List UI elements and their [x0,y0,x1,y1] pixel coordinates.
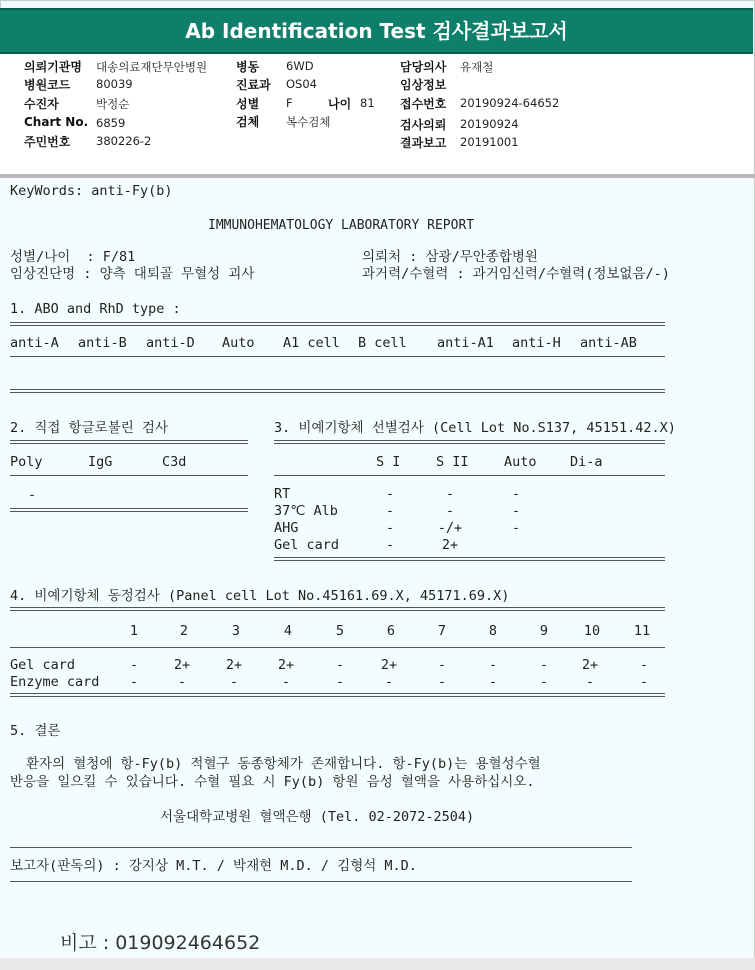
panel-enzyme-cell: - [437,674,447,690]
screen-row-label: 37℃ Alb [274,503,338,519]
specimen-label: 검체 [236,115,260,129]
abo-header-anti-a: anti-A [10,335,59,351]
double-rule [10,322,665,326]
panel-section-title: 4. 비예기항체 동정검사 (Panel cell Lot No.45161.69.X, 45171.69.X) [10,588,510,604]
panel-col-header: 5 [335,623,345,639]
dat-section-title: 2. 직접 항글로불린 검사 [10,420,169,436]
ward-value: 6WD [286,59,314,73]
code-value: 80039 [96,77,133,91]
referral-line: 의뢰처 : 삼광/무안종합병원 [362,249,538,265]
dat-header-c3d: C3d [162,454,187,470]
doctor-label: 담당의사 [400,60,447,74]
panel-gel-cell: - [335,657,345,673]
screen-cell: 2+ [441,537,459,553]
single-rule [10,847,632,848]
single-rule [10,881,632,882]
abo-header-b-cell: B cell [358,335,407,351]
panel-col-header: 11 [633,623,651,639]
result-label: 결과보고 [400,136,447,150]
screen-cell: - [385,520,395,536]
screen-cell: - [445,486,455,502]
screen-cell: - [511,503,521,519]
panel-enzyme-label: Enzyme card [10,674,100,690]
conclusion-line-1: 환자의 혈청에 항-Fy(b) 적혈구 동종항체가 존재합니다. 항-Fy(b)는 용혈성수혈 [26,756,541,772]
screen-cell: - [511,486,521,502]
panel-enzyme-cell: - [539,674,549,690]
panel-gel-cell: 2+ [173,657,191,673]
lab-title: IMMUNOHEMATOLOGY LABORATORY REPORT [208,218,475,233]
screen-cell: - [385,486,395,502]
double-rule [10,440,248,444]
screen-cell: - [445,503,455,519]
screen-header-sii: S II [436,454,469,470]
panel-col-header: 1 [129,623,139,639]
panel-enzyme-cell: - [384,674,394,690]
chart-value: 6859 [96,116,126,130]
double-rule [10,607,665,611]
result-value: 20191001 [460,135,519,149]
double-rule [10,389,665,393]
sex-label: 성별 [236,97,260,111]
panel-enzyme-cell: - [129,674,139,690]
abo-header-anti-b: anti-B [78,335,127,351]
doctor-value: 유재철 [460,60,494,74]
panel-gel-cell: - [539,657,549,673]
screen-row-label: RT [274,486,291,502]
panel-enzyme-cell: - [585,674,595,690]
single-rule [10,475,248,476]
receipt-value: 20190924-64652 [460,96,560,110]
abo-header-anti-ab: anti-AB [580,335,637,351]
dept-value: OS04 [286,77,317,91]
age-label: 나이 [328,97,352,111]
panel-gel-cell: - [488,657,498,673]
screen-header-auto: Auto [504,454,537,470]
dat-value: - [28,487,37,503]
screen-cell: - [385,503,395,519]
panel-gel-cell: 2+ [277,657,295,673]
panel-col-header: 10 [583,623,601,639]
single-rule [10,647,665,648]
panel-col-header: 3 [231,623,241,639]
blood-bank-contact: 서울대학교병원 혈액은행 (Tel. 02-2072-2504) [160,809,475,825]
panel-enzyme-cell: - [229,674,239,690]
ward-label: 병동 [236,60,260,74]
lab-report-body [0,178,753,958]
panel-col-header: 7 [437,623,447,639]
resident-value: 380226-2 [96,134,152,148]
panel-enzyme-cell: - [335,674,345,690]
screen-row-label: Gel card [274,537,340,553]
single-rule [274,475,665,476]
request-value: 20190924 [460,117,519,131]
receipt-label: 접수번호 [400,97,447,111]
dept-label: 진료과 [236,78,271,92]
double-rule [10,508,248,512]
double-rule [10,693,665,697]
dat-header-igg: IgG [88,454,113,470]
screen-section-title: 3. 비예기항체 선별검사 (Cell Lot No.S137, 45151.42.X) [274,420,676,436]
report-title: Ab Identification Test 검사결과보고서 [0,8,753,54]
remark: 비고 : 019092464652 [60,932,261,954]
chart-label: Chart No. [24,115,89,129]
panel-col-header: 9 [539,623,549,639]
resident-label: 주민번호 [24,135,71,149]
sex-age-line: 성별/나이 : F/81 [10,249,136,265]
panel-col-header: 4 [283,623,293,639]
sex-value: F [286,96,293,110]
panel-gel-cell: 2+ [380,657,398,673]
abo-section-title: 1. ABO and RhD type : [10,301,181,317]
screen-cell: -/+ [437,520,463,536]
keywords: KeyWords: anti-Fy(b) [10,183,173,199]
abo-header-anti-h: anti-H [512,335,561,351]
single-rule [10,356,665,357]
screen-row-label: AHG [274,520,299,536]
dat-header-poly: Poly [10,454,43,470]
panel-enzyme-cell: - [639,674,649,690]
specimen-value: 복수검체 [286,115,331,129]
diagnosis-line: 임상진단명 : 양측 대퇴골 무혈성 괴사 [10,266,255,282]
abo-header-anti-d: anti-D [146,335,195,351]
panel-gel-cell: - [437,657,447,673]
panel-col-header: 6 [386,623,396,639]
abo-header-a1-cell: A1 cell [283,335,340,351]
request-label: 검사의뢰 [400,118,447,132]
double-rule [274,440,665,444]
panel-gel-cell: 2+ [581,657,599,673]
screen-header-dia: Di-a [570,454,603,470]
double-rule [274,557,665,561]
panel-gel-cell: 2+ [225,657,243,673]
panel-col-header: 8 [488,623,498,639]
patient-info-panel [0,54,753,174]
collector-value: 박정순 [96,97,130,111]
clinical-label: 임상정보 [400,78,447,92]
panel-gel-cell: - [129,657,139,673]
screen-header-si: S I [376,454,401,470]
bottom-strip [0,958,755,970]
panel-col-header: 2 [179,623,189,639]
code-label: 병원코드 [24,78,71,92]
panel-gel-cell: - [639,657,649,673]
screen-cell: - [385,537,395,553]
hospital-value: 대송의료재단무안병원 [96,60,208,74]
collector-label: 수진자 [24,97,59,111]
panel-enzyme-cell: - [281,674,291,690]
screen-cell: - [511,520,521,536]
history-line: 과거력/수혈력 : 과거임신력/수혈력(정보없음/-) [362,266,670,282]
age-value: 81 [360,96,375,110]
conclusion-section-title: 5. 결론 [10,723,61,739]
panel-enzyme-cell: - [488,674,498,690]
hospital-label: 의뢰기관명 [24,60,82,74]
reporters-line: 보고자(판독의) : 강지상 M.T. / 박재현 M.D. / 김형석 M.D. [10,858,417,874]
panel-enzyme-cell: - [177,674,187,690]
abo-header-auto: Auto [222,335,255,351]
conclusion-line-2: 반응을 일으킬 수 있습니다. 수혈 필요 시 Fy(b) 항원 음성 혈액을 사용하십시오. [10,774,535,790]
panel-gel-label: Gel card [10,657,76,673]
abo-header-anti-a1: anti-A1 [437,335,494,351]
